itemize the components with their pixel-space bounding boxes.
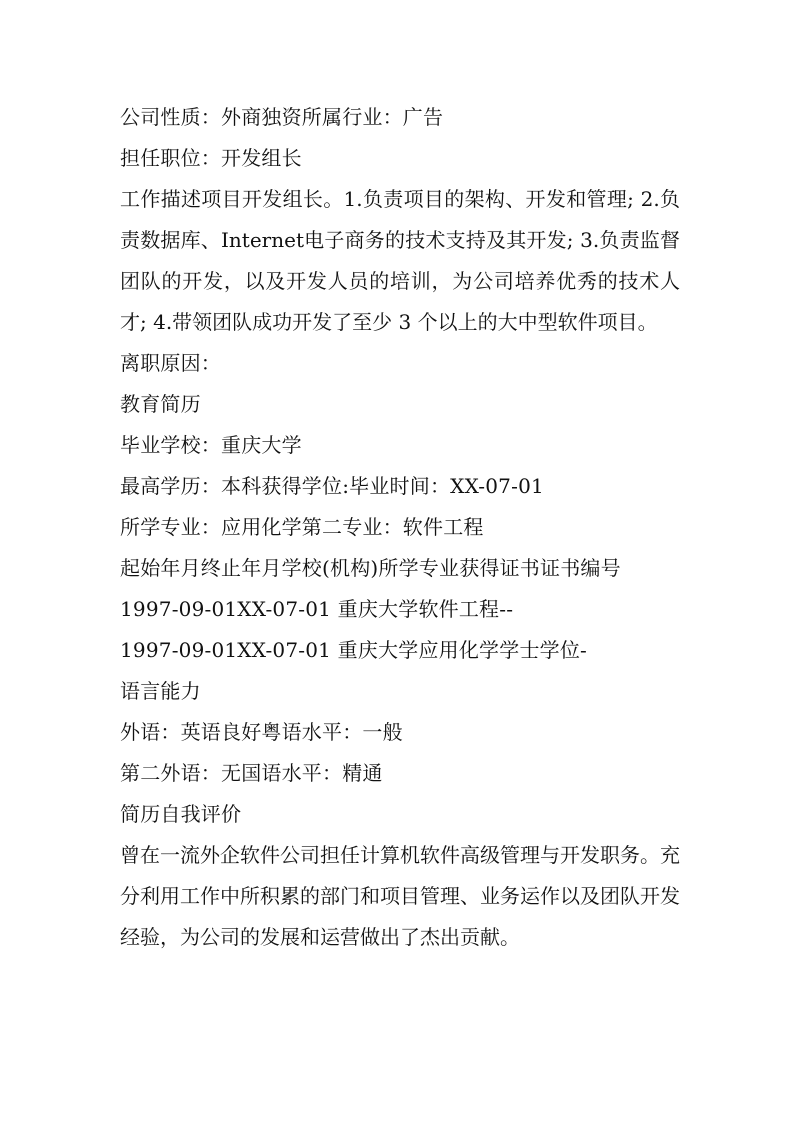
education-row-1: 1997-09-01XX-07-01 重庆大学软件工程-- [120, 597, 514, 621]
work-description-paragraph: 工作描述项目开发组长。1.负责项目的架构、开发和管理; 2.负责数据库、Internet电子商务的技术支持及其开发; 3.负责监督团队的开发，以及开发人员的培训，为公司培养优秀的技术人才; 4.带领团队成功开发了至少 3 个以上的大中型软件项目。 [120, 187, 680, 334]
leave-reason-line: 离职原因： [120, 351, 221, 375]
second-language-line: 第二外语：无国语水平：精通 [120, 761, 383, 785]
company-nature-line: 公司性质：外商独资所属行业：广告 [120, 105, 444, 129]
position-line: 担任职位：开发组长 [120, 146, 302, 170]
resume-body [120, 97, 680, 958]
language-heading: 语言能力 [120, 679, 201, 703]
self-evaluation-paragraph: 曾在一流外企软件公司担任计算机软件高级管理与开发职务。充分利用工作中所积累的部门和项目管理、业务运作以及团队开发经验，为公司的发展和运营做出了杰出贡献。 [120, 843, 680, 949]
education-heading: 教育简历 [120, 392, 201, 416]
major-line: 所学专业：应用化学第二专业：软件工程 [120, 515, 484, 539]
degree-line: 最高学历：本科获得学位:毕业时间：XX-07-01 [120, 474, 544, 498]
foreign-language-line: 外语：英语良好粤语水平：一般 [120, 720, 403, 744]
education-table-header: 起始年月终止年月学校(机构)所学专业获得证书证书编号 [120, 556, 621, 580]
education-row-2: 1997-09-01XX-07-01 重庆大学应用化学学士学位- [120, 638, 588, 662]
school-line: 毕业学校：重庆大学 [120, 433, 302, 457]
self-evaluation-heading: 简历自我评价 [120, 802, 242, 826]
